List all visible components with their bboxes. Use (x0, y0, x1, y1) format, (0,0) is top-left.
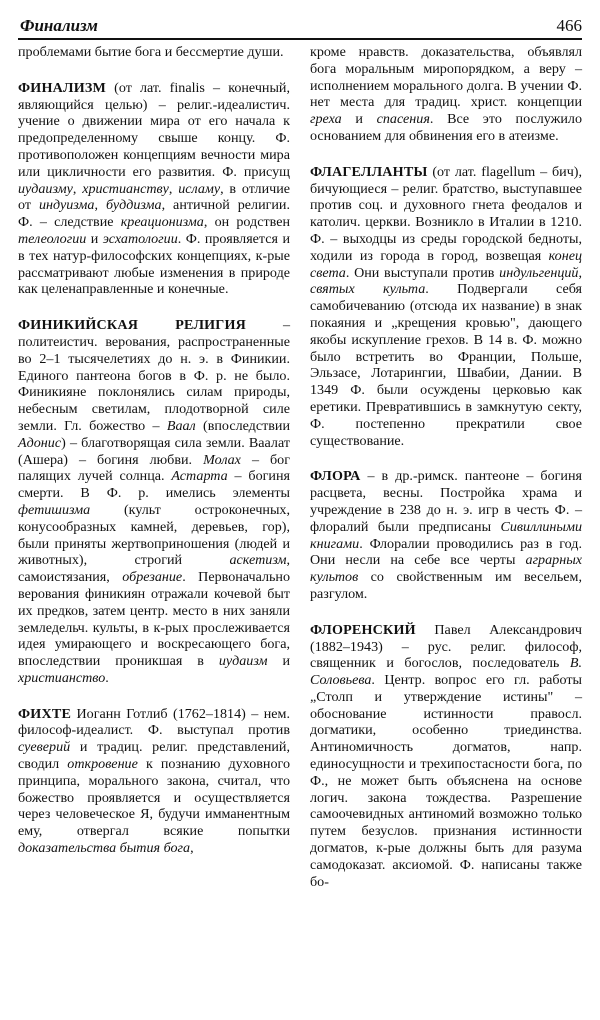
entry-head: ФЛОРА (310, 468, 361, 485)
entry-phoenician-religion: ФИНИКИЙСКАЯ РЕЛИГИЯ – политеистич. верования, распространенные во 2–1 тысячелетиях до н. э. в Финикии. Единого пантеона богов в Ф. р. не было. Финикияне поклонялись силам природы, небесным светилам, плодотворной силе земли. Гл. божество – Ваал (впоследствии Адонис) – благотворящая сила земли. Ваалат (Ашера) – богиня любви. Молах – бог палящих лучей солнца. Астарта – богиня смерти. В Ф. р. имелись элементы фетишизма (культ остроконечных, конусообразных камней, деревьев, гор), были приняты жертвоприношения (людей и животных), строгий аскетизм, самоистязания, обрезание. Первоначально верования финикиян отражали кочевой быт их предков, затем центр. место в них заняли земледельч. культы, в к-рых прослеживается идея умирающего и воскресающего бога, впоследствии проникшая в иудаизм и христианство. (18, 317, 291, 686)
entry-flora: ФЛОРА – в др.-римск. пантеоне – богиня расцвета, весны. Постройка храма и учреждение в 238 до н. э. игр в честь Ф. – флоралий были предписаны Сивиллиными книгами. Флоралии проводились раз в год. Они несли на себе все черты аграрных культов со свойственным им весельем, разгулом. (310, 468, 582, 602)
entry-flagellants: ФЛАГЕЛЛАНТЫ (от лат. flagellum – бич), бичующиеся – религ. братство, выступавшее против соц. и духовного гнета феодалов и католич. церкви. Возникло в Италии в 1210. Ф. – выходцы из среды городской бедноты, ходили из города в город, возвещая конец света. Они выступали против индульгенций, святых культа. Подвергали себя самобичеванию (отсюда их название) в знак покаяния и „крещения кровью", дающего якобы искупление грехов. В 14 в. Ф. можно было встретить во Франции, Польше, Эльзасе, Лотарингии, Швабии, Дании. В 1349 Ф. были осуждены церковью как еретики. Превратившись в замкнутую секту, Ф. постепенно прекратили свое существование. (310, 163, 583, 449)
running-head: Финализм (20, 16, 98, 35)
entry-head: ФИНАЛИЗМ (18, 79, 107, 96)
entry-fichte: ФИХТЕ Иоганн Готлиб (1762–1814) – нем. философ-идеалист. Ф. выступал против суеверий и традиц. религ. представлений, сводил откровение к познанию духовного принципа, морального закона, считал, что божество проявляется и осуществляется через человеческое Я, будучи имманентным ему, отвергал всякие попытки доказательства бытия бога, (18, 705, 290, 857)
entry-head: ФИНИКИЙСКАЯ РЕЛИГИЯ (18, 317, 247, 334)
fichte-continuation: кроме нравств. доказательства, объявлял бога моральным миропорядком, а веру – исполнением морального долга. В учении Ф. нет места для традиц. христ. концепции греха и спасения. Все это послужило основанием для обвинения его в атеизме. (310, 44, 582, 144)
entry-florensky: ФЛОРЕНСКИЙ Павел Александрович (1882–1943) – рус. религ. философ, священник и богослов, последователь В. Соловьева. Центр. вопрос его гл. работы „Столп и утверждение истины" – обоснование истинности правосл. догматики, особенно триединства. Антиномичность догматов, напр. единосущности и трехипостасности бога, по Ф., не может быть объяснена на основе логич. закона тождества. Разрешение самоочевидных антиномий возможно только путем безуслов. признания истинности догматов, к-рые должны быть для разума самодоказат. аксиомой. Ф. написаны также бо- (310, 621, 582, 890)
right-column (310, 44, 582, 890)
entry-head: ФЛОРЕНСКИЙ (310, 621, 416, 638)
page-number: 466 (556, 16, 582, 35)
left-column (18, 44, 290, 857)
entry-head: ФЛАГЕЛЛАНТЫ (310, 163, 428, 180)
entry-head: ФИХТЕ (18, 705, 72, 722)
page-header (18, 16, 582, 40)
entry-finalism: ФИНАЛИЗМ (от лат. finalis – конечный, являющийся целью) – религ.-идеалистич. учение о движении мира от его начала к предопределенному свыше концу. Ф. противоположен концепциям вечности мира или цикличности его развития. Ф. присущ иудаизму, христианству, исламу, в отличие от индуизма, буддизма, античной религии. Ф. – следствие креационизма, он родствен телеологии и эсхатологии. Ф. проявляется и в тех натур-философских концепциях, к-рые рассматривают любые изменения в природе как целенаправленные и конечные. (18, 79, 291, 298)
carryover-paragraph: проблемами бытие бога и бессмертие души. (18, 44, 284, 60)
